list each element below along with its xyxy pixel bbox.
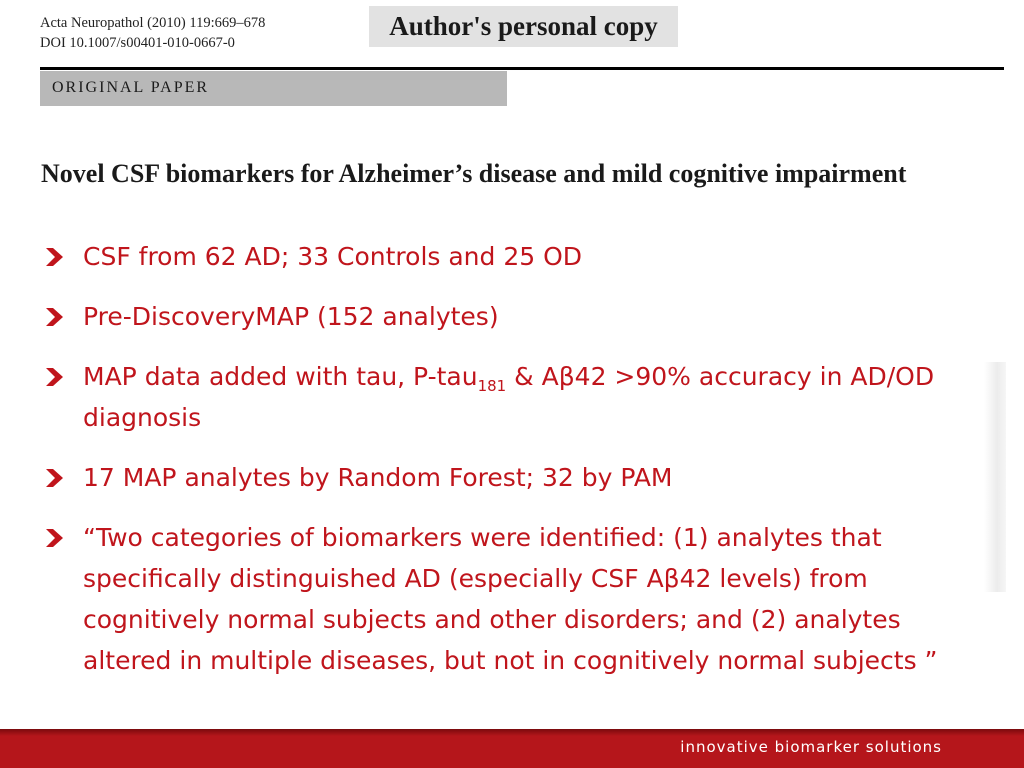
bullet-item — [46, 296, 966, 337]
bullet-text-part: MAP data added with tau, P-tau — [83, 362, 478, 391]
bullet-item — [46, 517, 966, 681]
author-copy-banner: Author's personal copy — [369, 6, 678, 47]
bullet-text — [83, 362, 934, 432]
journal-info — [40, 13, 265, 53]
chevron-right-icon — [46, 469, 64, 487]
chevron-right-icon — [46, 529, 64, 547]
bullet-item — [46, 457, 966, 498]
bullet-item — [46, 236, 966, 277]
header-divider — [40, 67, 1004, 70]
bullet-list — [46, 236, 966, 681]
bullet-text-part: & Aβ42 >90% accuracy in AD/OD diagnosis — [83, 362, 935, 432]
bullet-text: Pre-DiscoveryMAP (152 analytes) — [83, 302, 499, 331]
chevron-right-icon — [46, 308, 64, 326]
bullet-text: CSF from 62 AD; 33 Controls and 25 OD — [83, 242, 583, 271]
side-shadow — [984, 362, 1006, 592]
paper-title: Novel CSF biomarkers for Alzheimer’s disease and mild cognitive impairment — [41, 159, 907, 188]
bullet-text: 17 MAP analytes by Random Forest; 32 by PAM — [83, 463, 673, 492]
bullet-item — [46, 356, 966, 438]
footer-tagline: innovative biomarker solutions — [680, 738, 942, 756]
chevron-right-icon — [46, 368, 64, 386]
bullet-text: “Two categories of biomarkers were identified: (1) analytes that specifically distinguished AD (especially CSF Aβ42 levels) from cognitively normal subjects and other disorders; and (2) analytes altered in multiple diseases, but not in cognitively normal subjects ” — [83, 523, 938, 675]
journal-citation: Acta Neuropathol (2010) 119:669–678 — [40, 15, 266, 31]
footer-band — [0, 729, 1024, 768]
chevron-right-icon — [46, 248, 64, 266]
doi-text: DOI 10.1007/s00401-010-0667-0 — [40, 35, 235, 51]
article-type-bar: ORIGINAL PAPER — [40, 71, 507, 106]
subscript-181: 181 — [477, 377, 507, 395]
